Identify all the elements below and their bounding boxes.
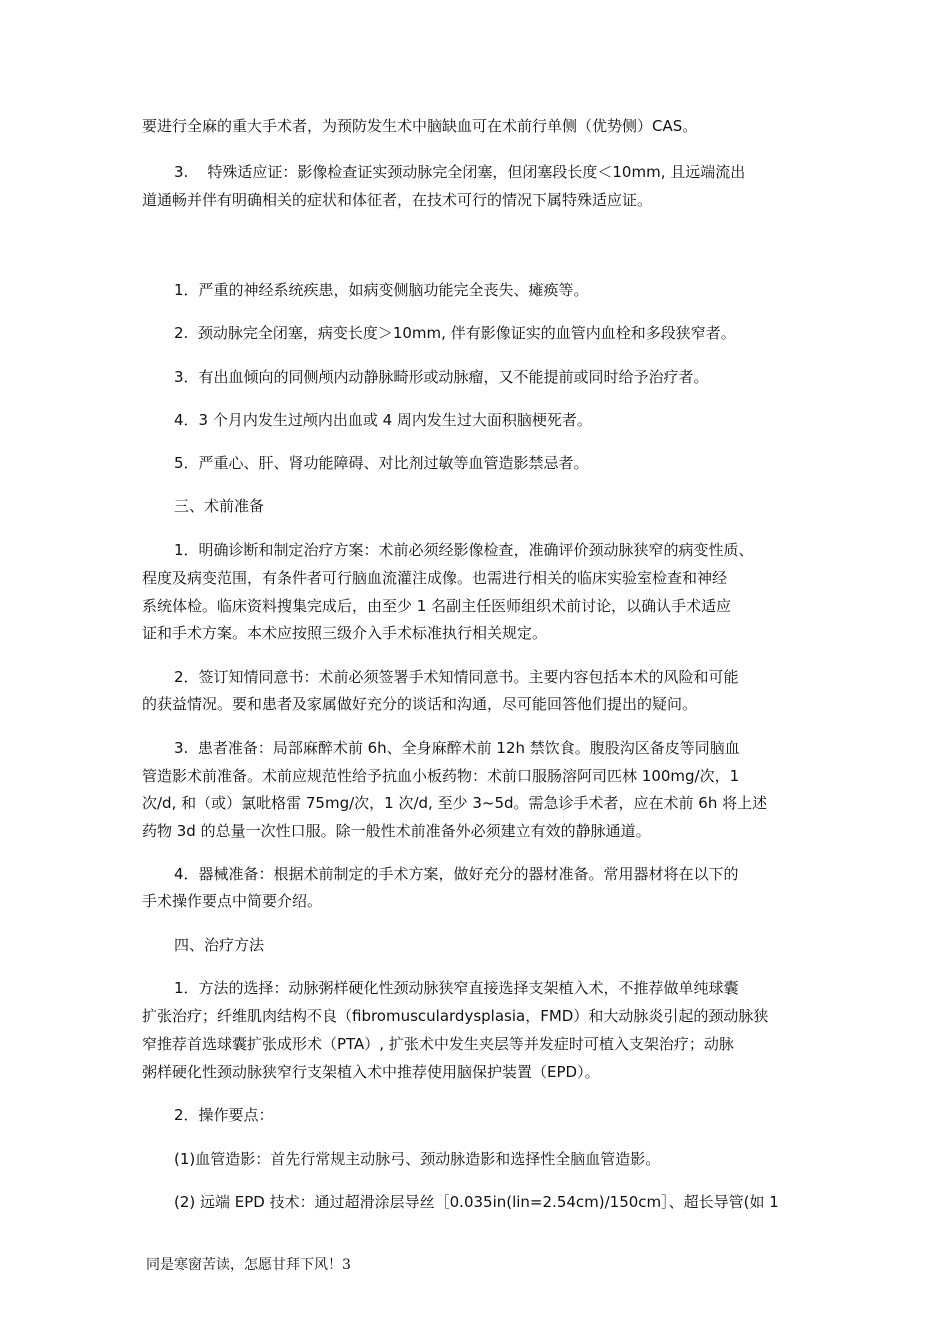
section-heading-preop: 三、术前准备 xyxy=(174,497,265,515)
preop-3-line-4: 药物 3d 的总量一次性口服。除一般性术前准备外必须建立有效的静脉通道。 xyxy=(142,822,651,840)
treatment-1-line-3: 窄推荐首选球囊扩张成形术（PTA）, 扩张术中发生夹层等并发症时可植入支架治疗；动脉 xyxy=(142,1035,734,1053)
text-line-3: 道通畅并伴有明确相关的症状和体征者，在技术可行的情况下属特殊适应证。 xyxy=(142,191,653,209)
page-footer: 同是寒窗苦读，怎愿甘拜下风！3 xyxy=(146,1257,351,1273)
treatment-1-line-1: 1．方法的选择：动脉粥样硬化性颈动脉狭窄直接选择支架植入术，不推荐做单纯球囊 xyxy=(174,979,739,997)
treatment-2: 2．操作要点： xyxy=(174,1106,274,1124)
preop-2-line-1: 2．签订知情同意书：术前必须签署手术知情同意书。主要内容包括本术的风险和可能 xyxy=(174,668,739,686)
treatment-1-line-2: 扩张治疗；纤维肌肉结构不良（fibromusculardysplasia，FMD）和大动脉炎引起的颈动脉狭 xyxy=(142,1007,769,1025)
preop-1-line-3: 系统体检。临床资料搜集完成后，由至少 1 名副主任医师组织术前讨论，以确认手术适应 xyxy=(142,597,732,615)
preop-2-line-2: 的获益情况。要和患者及家属做好充分的谈话和沟通，尽可能回答他们提出的疑问。 xyxy=(142,695,698,713)
contraindication-2: 2. 颈动脉完全闭塞，病变长度＞10mm, 伴有影像证实的血管内血栓和多段狭窄者。 xyxy=(174,324,736,342)
preop-3-line-2: 管造影术前准备。术前应规范性给予抗血小板药物：术前口服肠溶阿司匹林 100mg/次，1 xyxy=(142,767,740,785)
contraindication-5: 5．严重心、肝、肾功能障碍、对比剂过敏等血管造影禁忌者。 xyxy=(174,454,589,472)
contraindication-3: 3．有出血倾向的同侧颅内动静脉畸形或动脉瘤，又不能提前或同时给予治疗者。 xyxy=(174,368,709,386)
preop-3-line-1: 3. 患者准备：局部麻醉术前 6h、全身麻醉术前 12h 禁饮食。腹股沟区备皮等同脑血 xyxy=(174,739,740,757)
text-line-2: 3. 特殊适应证：影像检查证实颈动脉完全闭塞，但闭塞段长度＜10mm, 且远端流出 xyxy=(174,163,746,181)
preop-1-line-1: 1．明确诊断和制定治疗方案：术前必须经影像检查，准确评价颈动脉狭窄的病变性质、 xyxy=(174,541,754,559)
text-line-1: 要进行全麻的重大手术者，为预防发生术中脑缺血可在术前行单侧（优势侧）CAS。 xyxy=(142,117,698,135)
treatment-1-line-4: 粥样硬化性颈动脉狭窄行支架植入术中推荐使用脑保护装置（EPD）。 xyxy=(142,1063,600,1081)
preop-1-line-2: 程度及病变范围，有条件者可行脑血流灌注成像。也需进行相关的临床实验室检查和神经 xyxy=(142,569,728,587)
preop-4-line-1: 4．器械准备：根据术前制定的手术方案，做好充分的器材准备。常用器材将在以下的 xyxy=(174,865,739,883)
treatment-2-2: (2) 远端 EPD 技术：通过超滑涂层导丝［0.035in(lin=2.54cm)/150cm］、超长导管(如 1 xyxy=(174,1193,779,1211)
contraindication-4: 4．3 个月内发生过颅内出血或 4 周内发生过大面积脑梗死者。 xyxy=(174,411,592,429)
contraindication-1: 1．严重的神经系统疾患，如病变侧脑功能完全丧失、瘫痪等。 xyxy=(174,281,589,299)
preop-3-line-3: 次/d, 和（或）氯吡格雷 75mg/次，1 次/d, 至少 3~5d。需急诊手术者，应在术前 6h 将上述 xyxy=(142,794,768,812)
treatment-2-1: (1)血管造影：首先行常规主动脉弓、颈动脉造影和选择性全脑血管造影。 xyxy=(174,1150,661,1168)
preop-1-line-4: 证和手术方案。本术应按照三级介入手术标准执行相关规定。 xyxy=(142,624,548,642)
section-heading-treatment: 四、治疗方法 xyxy=(174,936,265,954)
preop-4-line-2: 手术操作要点中简要介绍。 xyxy=(142,892,323,910)
